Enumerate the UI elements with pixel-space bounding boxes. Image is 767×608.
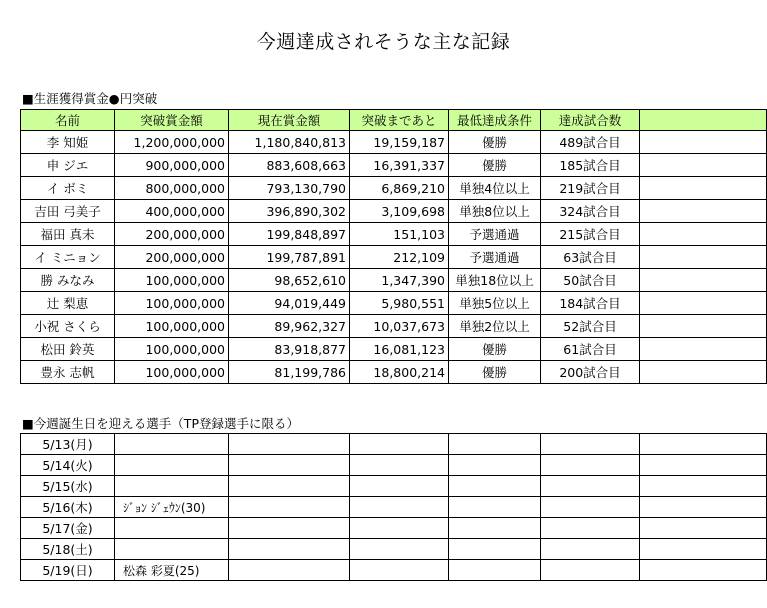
current-amount-cell: 89,962,327 <box>229 315 350 338</box>
games-cell: 184試合目 <box>541 292 640 315</box>
blank-cell <box>541 518 640 539</box>
condition-cell: 単独4位以上 <box>449 177 541 200</box>
table-row <box>21 292 767 315</box>
remaining-amount-cell: 19,159,187 <box>350 131 449 154</box>
target-amount-cell: 100,000,000 <box>115 315 229 338</box>
blank-cell <box>229 455 350 476</box>
player-name-cell: 辻 梨恵 <box>21 292 115 315</box>
blank-cell <box>350 518 449 539</box>
birthdays-table <box>20 433 767 581</box>
target-amount-cell: 400,000,000 <box>115 200 229 223</box>
blank-cell <box>640 560 767 581</box>
target-amount-cell: 200,000,000 <box>115 246 229 269</box>
blank-cell <box>229 434 350 455</box>
blank-cell <box>640 292 767 315</box>
blank-cell <box>449 434 541 455</box>
birthday-date-cell: 5/16(木) <box>21 497 115 518</box>
table-row <box>21 434 767 455</box>
blank-cell <box>541 434 640 455</box>
table-row <box>21 338 767 361</box>
blank-cell <box>449 560 541 581</box>
blank-cell <box>350 497 449 518</box>
blank-cell <box>640 497 767 518</box>
player-name-cell: 松田 鈴英 <box>21 338 115 361</box>
condition-cell: 優勝 <box>449 361 541 384</box>
blank-cell <box>640 434 767 455</box>
games-cell: 63試合目 <box>541 246 640 269</box>
table-row <box>21 131 767 154</box>
birthday-players-cell: ｼﾞｮﾝ ｼﾞｪｳﾝ(30) <box>115 497 229 518</box>
blank-cell <box>640 476 767 497</box>
blank-cell <box>449 497 541 518</box>
condition-cell: 優勝 <box>449 154 541 177</box>
blank-cell <box>640 338 767 361</box>
blank-cell <box>229 497 350 518</box>
birthday-date-cell: 5/13(月) <box>21 434 115 455</box>
blank-cell <box>640 246 767 269</box>
table-row <box>21 560 767 581</box>
current-amount-cell: 98,652,610 <box>229 269 350 292</box>
blank-cell <box>640 200 767 223</box>
table-row <box>21 497 767 518</box>
remaining-amount-cell: 16,391,337 <box>350 154 449 177</box>
remaining-amount-cell: 18,800,214 <box>350 361 449 384</box>
blank-cell <box>541 497 640 518</box>
current-amount-cell: 94,019,449 <box>229 292 350 315</box>
birthday-date-cell: 5/18(土) <box>21 539 115 560</box>
remaining-amount-cell: 212,109 <box>350 246 449 269</box>
player-name-cell: イ ボミ <box>21 177 115 200</box>
table-row <box>21 177 767 200</box>
player-name-cell: 福田 真未 <box>21 223 115 246</box>
remaining-amount-cell: 10,037,673 <box>350 315 449 338</box>
prize-milestones-table <box>20 109 767 384</box>
remaining-amount-cell: 151,103 <box>350 223 449 246</box>
blank-cell <box>640 154 767 177</box>
column-header: 達成試合数 <box>541 110 640 131</box>
blank-cell <box>541 560 640 581</box>
birthday-players-cell <box>115 455 229 476</box>
blank-cell <box>640 177 767 200</box>
games-cell: 219試合目 <box>541 177 640 200</box>
blank-cell <box>541 455 640 476</box>
table-row <box>21 246 767 269</box>
blank-cell <box>350 476 449 497</box>
blank-cell <box>229 476 350 497</box>
birthday-players-cell <box>115 476 229 497</box>
section-label-birthdays: ■今週誕生日を迎える選手（TP登録選手に限る） <box>22 416 299 431</box>
remaining-amount-cell: 6,869,210 <box>350 177 449 200</box>
condition-cell: 予選通過 <box>449 223 541 246</box>
condition-cell: 単独8位以上 <box>449 200 541 223</box>
birthday-date-cell: 5/15(水) <box>21 476 115 497</box>
table-row <box>21 315 767 338</box>
column-header: 名前 <box>21 110 115 131</box>
player-name-cell: 李 知姫 <box>21 131 115 154</box>
blank-cell <box>640 223 767 246</box>
current-amount-cell: 81,199,786 <box>229 361 350 384</box>
section-label-prize-milestones: ■生涯獲得賞金●円突破 <box>22 91 158 106</box>
games-cell: 50試合目 <box>541 269 640 292</box>
player-name-cell: イ ミニョン <box>21 246 115 269</box>
condition-cell: 単独18位以上 <box>449 269 541 292</box>
current-amount-cell: 396,890,302 <box>229 200 350 223</box>
player-name-cell: 勝 みなみ <box>21 269 115 292</box>
condition-cell: 予選通過 <box>449 246 541 269</box>
table-row <box>21 361 767 384</box>
games-cell: 324試合目 <box>541 200 640 223</box>
birthday-date-cell: 5/17(金) <box>21 518 115 539</box>
remaining-amount-cell: 3,109,698 <box>350 200 449 223</box>
blank-cell <box>640 455 767 476</box>
condition-cell: 単独5位以上 <box>449 292 541 315</box>
birthday-players-cell <box>115 539 229 560</box>
blank-cell <box>640 315 767 338</box>
current-amount-cell: 883,608,663 <box>229 154 350 177</box>
player-name-cell: 豊永 志帆 <box>21 361 115 384</box>
games-cell: 52試合目 <box>541 315 640 338</box>
birthday-players-cell <box>115 518 229 539</box>
games-cell: 200試合目 <box>541 361 640 384</box>
blank-cell <box>449 455 541 476</box>
condition-cell: 優勝 <box>449 131 541 154</box>
games-cell: 185試合目 <box>541 154 640 177</box>
target-amount-cell: 100,000,000 <box>115 338 229 361</box>
page-title: 今週達成されそうな主な記録 <box>256 31 511 53</box>
table-row <box>21 539 767 560</box>
games-cell: 61試合目 <box>541 338 640 361</box>
target-amount-cell: 100,000,000 <box>115 361 229 384</box>
player-name-cell: 小祝 さくら <box>21 315 115 338</box>
target-amount-cell: 800,000,000 <box>115 177 229 200</box>
column-header: 突破まであと <box>350 110 449 131</box>
table-header-row <box>21 110 767 131</box>
target-amount-cell: 100,000,000 <box>115 292 229 315</box>
table-row <box>21 455 767 476</box>
player-name-cell: 申 ジエ <box>21 154 115 177</box>
blank-cell <box>350 560 449 581</box>
column-header: 現在賞金額 <box>229 110 350 131</box>
blank-cell <box>640 518 767 539</box>
blank-cell <box>350 539 449 560</box>
table-row <box>21 200 767 223</box>
blank-cell <box>541 539 640 560</box>
target-amount-cell: 1,200,000,000 <box>115 131 229 154</box>
games-cell: 215試合目 <box>541 223 640 246</box>
table-row <box>21 223 767 246</box>
blank-cell <box>640 361 767 384</box>
current-amount-cell: 793,130,790 <box>229 177 350 200</box>
blank-cell <box>229 539 350 560</box>
blank-cell <box>229 560 350 581</box>
current-amount-cell: 199,848,897 <box>229 223 350 246</box>
table-row <box>21 269 767 292</box>
target-amount-cell: 900,000,000 <box>115 154 229 177</box>
blank-cell <box>350 434 449 455</box>
current-amount-cell: 199,787,891 <box>229 246 350 269</box>
blank-cell <box>449 539 541 560</box>
column-header-blank <box>640 110 767 131</box>
blank-cell <box>640 131 767 154</box>
current-amount-cell: 1,180,840,813 <box>229 131 350 154</box>
remaining-amount-cell: 1,347,390 <box>350 269 449 292</box>
column-header: 最低達成条件 <box>449 110 541 131</box>
table-row <box>21 476 767 497</box>
birthday-players-cell <box>115 434 229 455</box>
birthday-date-cell: 5/19(日) <box>21 560 115 581</box>
remaining-amount-cell: 5,980,551 <box>350 292 449 315</box>
games-cell: 489試合目 <box>541 131 640 154</box>
table-row <box>21 154 767 177</box>
remaining-amount-cell: 16,081,123 <box>350 338 449 361</box>
birthday-date-cell: 5/14(火) <box>21 455 115 476</box>
blank-cell <box>229 518 350 539</box>
blank-cell <box>350 455 449 476</box>
blank-cell <box>449 476 541 497</box>
blank-cell <box>541 476 640 497</box>
player-name-cell: 吉田 弓美子 <box>21 200 115 223</box>
condition-cell: 優勝 <box>449 338 541 361</box>
target-amount-cell: 100,000,000 <box>115 269 229 292</box>
blank-cell <box>449 518 541 539</box>
condition-cell: 単独2位以上 <box>449 315 541 338</box>
target-amount-cell: 200,000,000 <box>115 223 229 246</box>
column-header: 突破賞金額 <box>115 110 229 131</box>
current-amount-cell: 83,918,877 <box>229 338 350 361</box>
blank-cell <box>640 539 767 560</box>
birthday-players-cell: 松森 彩夏(25) <box>115 560 229 581</box>
blank-cell <box>640 269 767 292</box>
table-row <box>21 518 767 539</box>
